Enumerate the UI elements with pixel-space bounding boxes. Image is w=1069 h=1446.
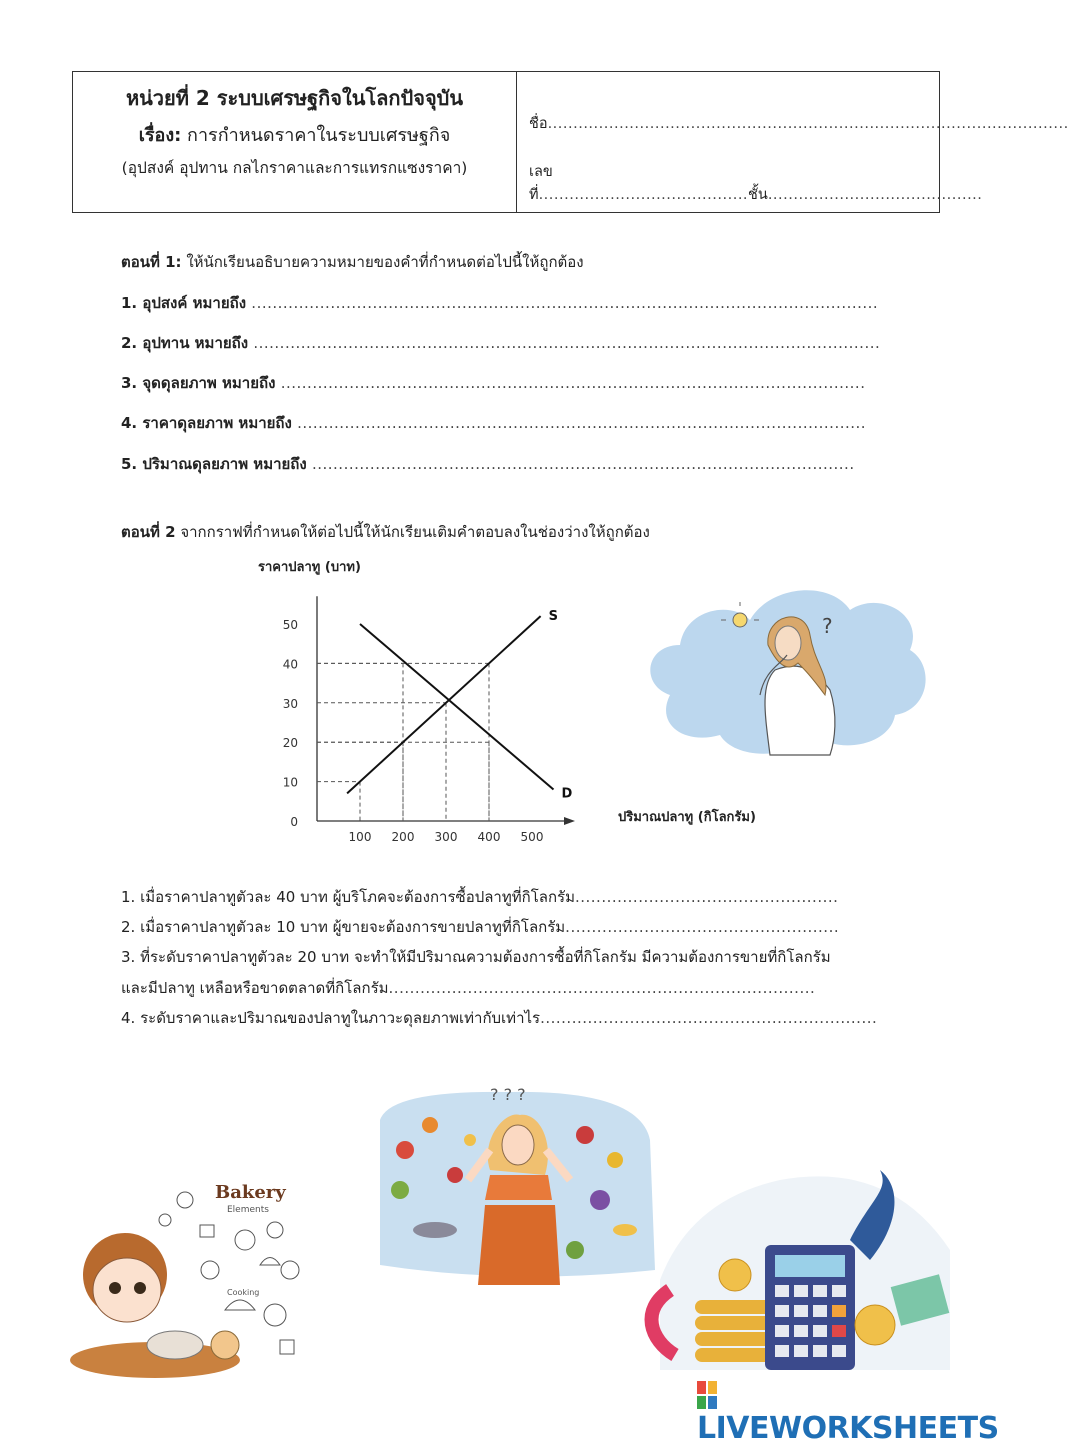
chart-x-tick-1: 200 xyxy=(391,830,415,844)
calculator-icon xyxy=(765,1245,855,1370)
topic-title: เรื่อง: การกำหนดราคาในระบบเศรษฐกิจ xyxy=(138,125,451,146)
part2-question-4[interactable]: 4. ระดับราคาและปริมาณของปลาทูในภาวะดุลยภาพเท่ากับเท่าไร................................................................ xyxy=(121,1009,878,1027)
bakery-illustration xyxy=(65,1170,305,1385)
chart-x-tick-2: 300 xyxy=(434,830,458,844)
header-title-cell xyxy=(73,72,517,212)
chart-y-tick-5: 50 xyxy=(282,618,298,632)
part2-question-1[interactable]: 1. เมื่อราคาปลาทูตัวละ 40 บาท ผู้บริโภคจะต้องการซื้อปลาทูที่กิโลกรัม.................................................. xyxy=(121,888,839,906)
bakery-title: Bakery xyxy=(215,1182,286,1203)
mixing-bowl xyxy=(147,1331,203,1359)
number-class-field[interactable]: เลขที่.........................................ชั้น.......................................... xyxy=(529,164,983,203)
chart-ylabel: ราคาปลาทู (บาท) xyxy=(258,560,361,575)
chart-y-tick-0: 0 xyxy=(290,815,298,829)
bakery-cooking-label: Cooking xyxy=(227,1288,260,1297)
chart-xlabel: ปริมาณปลาทู (กิโลกรัม) xyxy=(618,810,756,825)
bakery-doodles xyxy=(159,1192,299,1354)
chart-x-tick-0: 100 xyxy=(348,830,372,844)
part2-title: ตอนที่ 2 จากกราฟที่กำหนดให้ต่อไปนี้ให้นักเรียนเติมคำตอบลงในช่องว่างให้ถูกต้อง xyxy=(121,523,650,541)
finance-illustration xyxy=(630,1140,970,1375)
part2-question-3-cont[interactable]: และมีปลาทู เหลือหรือขาดตลาดที่กิโลกรัม................................................................................. xyxy=(121,979,816,997)
dollar-coin-large-icon xyxy=(855,1305,895,1345)
chart-x-tick-4: 500 xyxy=(520,830,544,844)
chart-y-tick-3: 30 xyxy=(282,696,298,711)
chart-series-label-s: S xyxy=(548,609,558,625)
part1-item-1[interactable]: 1. อุปสงค์ หมายถึง ....................................................................................................................... xyxy=(121,294,879,312)
liveworksheets-logo: LIVEWORKSHEETS xyxy=(697,1376,1000,1446)
part1-item-2[interactable]: 2. อุปทาน หมายถึง ....................................................................................................................... xyxy=(121,334,881,352)
unit-title: หน่วยที่ 2 ระบบเศรษฐกิจในโลกปัจจุบัน xyxy=(125,86,464,110)
chart-series-d xyxy=(360,624,554,789)
part1-title: ตอนที่ 1: ให้นักเรียนอธิบายความหมายของคำที่กำหนดต่อไปนี้ให้ถูกต้อง xyxy=(121,253,584,271)
part1-item-4[interactable]: 4. ราคาดุลยภาพ หมายถึง ............................................................................................................ xyxy=(121,414,867,432)
chart-series-label-d: D xyxy=(561,786,573,802)
chart-x-axis-arrow xyxy=(564,817,575,825)
chart-x-tick-3: 400 xyxy=(477,830,501,844)
food-confusion-illustration xyxy=(360,1080,660,1285)
part1-item-5[interactable]: 5. ปริมาณดุลยภาพ หมายถึง ....................................................................................................... xyxy=(121,455,855,473)
child-face xyxy=(93,1258,161,1322)
dollar-coin-icon xyxy=(719,1259,751,1291)
cat-icon xyxy=(211,1331,239,1359)
part2-question-3[interactable]: 3. ที่ระดับราคาปลาทูตัวละ 20 บาท จะทำให้มีปริมาณความต้องการซื้อที่กิโลกรัม มีความต้องการขายที่กิโลกรัม xyxy=(121,948,831,966)
header-box xyxy=(72,71,1069,213)
liveworksheets-badge-icon xyxy=(697,1381,717,1409)
part1-item-3[interactable]: 3. จุดดุลยภาพ หมายถึง ............................................................................................................... xyxy=(121,374,866,392)
topic-subtitle: (อุปสงค์ อุปทาน กลไกราคาและการแทรกแซงราคา) xyxy=(121,159,468,177)
chart-y-tick-1: 10 xyxy=(282,775,298,790)
confused-question-marks: ? ? ? xyxy=(490,1085,526,1104)
name-field[interactable]: ชื่อ...................................................................................................... xyxy=(529,116,1069,132)
part2-question-2[interactable]: 2. เมื่อราคาปลาทูตัวละ 10 บาท ผู้ขายจะต้องการขายปลาทูที่กิโลกรัม.................................................... xyxy=(121,918,840,936)
chart-y-tick-2: 20 xyxy=(282,736,298,751)
chart-y-tick-4: 40 xyxy=(282,657,298,672)
question-mark-icon: ? xyxy=(822,614,833,638)
bakery-subtitle: Elements xyxy=(227,1205,269,1215)
thinking-girl-illustration xyxy=(640,575,930,765)
chart-series-s xyxy=(347,616,540,793)
